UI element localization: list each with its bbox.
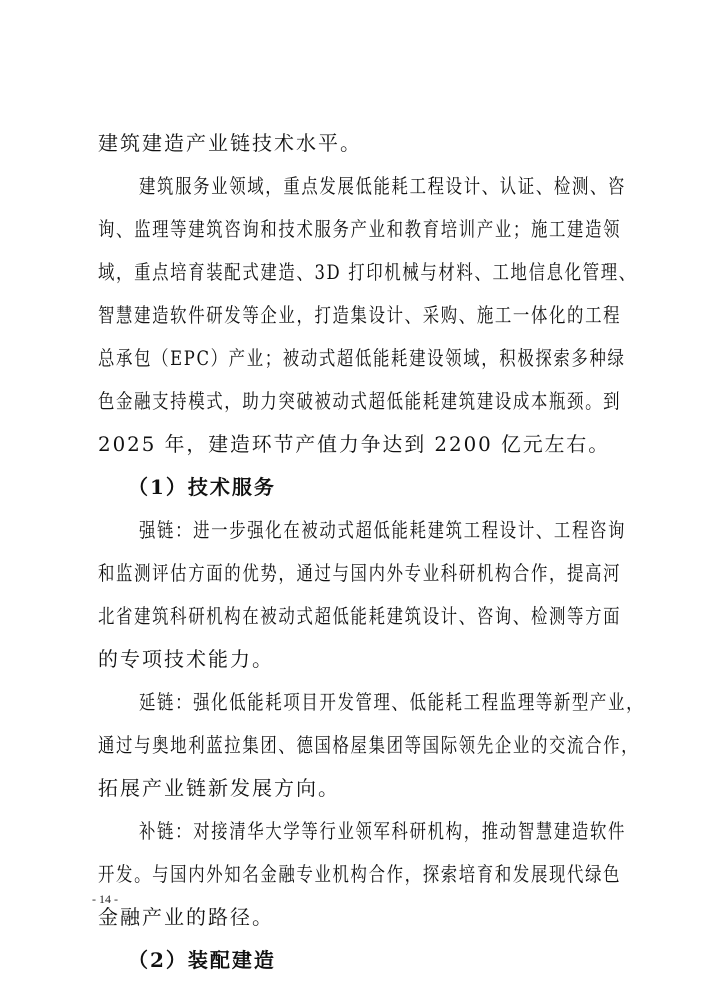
text-line-16: 拓展产业链新发展方向。 [98, 776, 340, 800]
text-line-01: 建筑建造产业链技术水平。 [98, 131, 362, 155]
text-line-15: 通过与奥地利蓝拉集团、德国格屋集团等国际领先企业的交流合作， [98, 733, 640, 757]
text-line-13: 的专项技术能力。 [98, 647, 274, 671]
text-line-03: 询、监理等建筑咨询和技术服务产业和教育培训产业；施工建造领 [98, 217, 622, 241]
text-line-19: 金融产业的路径。 [98, 905, 274, 929]
text-line-11: 和监测评估方面的优势，通过与国内外专业科研机构合作，提高河 [98, 561, 622, 585]
page-number: - 14 - [92, 892, 118, 906]
section-heading-prefabricated-construction: （2）装配建造 [128, 948, 276, 972]
text-line-10: 强链：进一步强化在被动式超低能耗建筑工程设计、工程咨询 [139, 518, 627, 542]
text-line-12: 北省建筑科研机构在被动式超低能耗建筑设计、咨询、检测等方面 [98, 604, 622, 628]
text-line-08: 2025 年，建造环节产值力争达到 2200 亿元左右。 [98, 432, 610, 456]
text-line-07: 色金融支持模式，助力突破被动式超低能耗建筑建设成本瓶颈。到 [98, 389, 622, 413]
text-line-18: 开发。与国内外知名金融专业机构合作，探索培育和发展现代绿色 [98, 862, 622, 886]
text-line-06: 总承包（EPC）产业；被动式超低能耗建设领域，积极探索多种绿 [98, 346, 626, 370]
text-line-17: 补链：对接清华大学等行业领军科研机构，推动智慧建造软件 [139, 819, 627, 843]
text-line-14: 延链：强化低能耗项目开发管理、低能耗工程监理等新型产业， [139, 690, 645, 714]
text-line-05: 智慧建造软件研发等企业，打造集设计、采购、施工一体化的工程 [98, 303, 622, 327]
section-heading-technical-services: （1）技术服务 [128, 475, 276, 499]
text-line-04: 域，重点培育装配式建造、3D 打印机械与材料、工地信息化管理、 [98, 260, 637, 284]
text-line-02: 建筑服务业领域，重点发展低能耗工程设计、认证、检测、咨 [139, 174, 627, 198]
